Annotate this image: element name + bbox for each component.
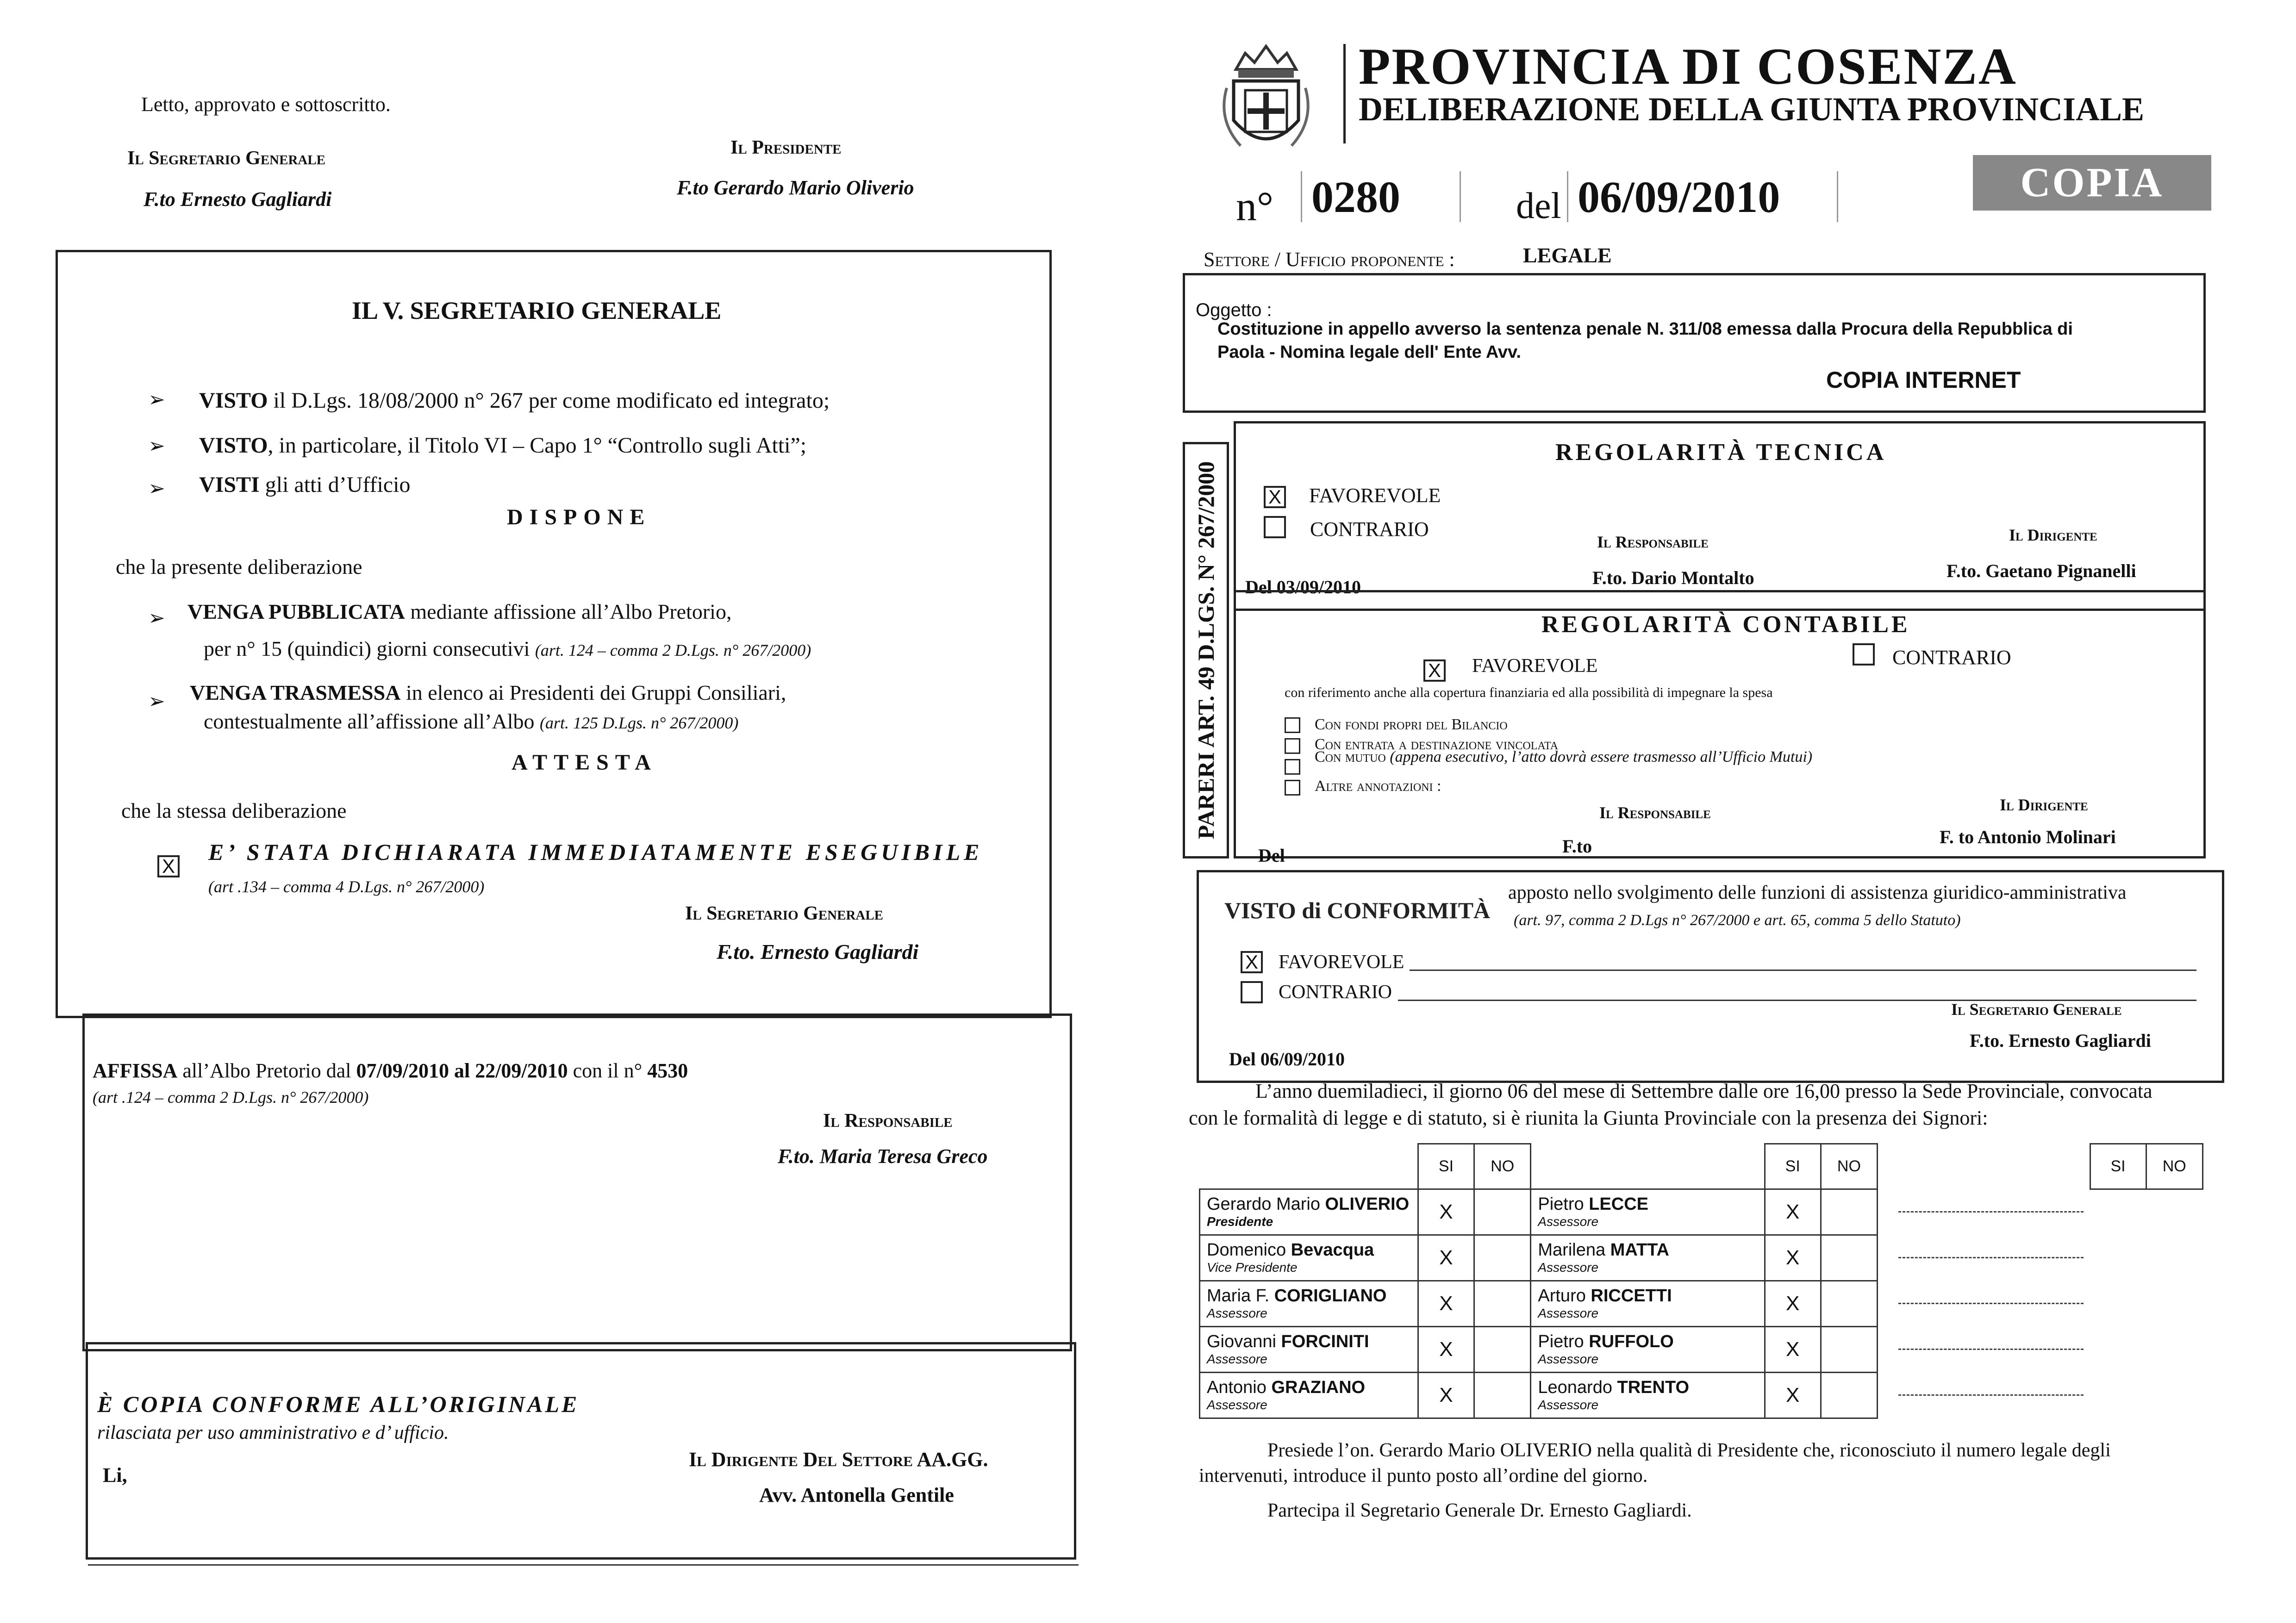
conformita-fav-line — [1410, 970, 2196, 971]
conformita-fav-label: FAVOREVOLE — [1279, 951, 1404, 973]
conformita-contr-label: CONTRARIO — [1279, 982, 1392, 1003]
trasmessa-line2: contestualmente all’affissione all’Albo (art. 125 D.Lgs. n° 267/2000) — [204, 709, 739, 733]
contabile-contr-checkbox — [1853, 643, 1875, 665]
letto-text: Letto, approvato e sottoscritto. — [141, 93, 391, 116]
arrow-icon: ➢ — [148, 477, 165, 500]
opt-altre-checkbox — [1285, 780, 1300, 796]
attesta-heading: ATTESTA — [512, 750, 657, 775]
table-row: Giovanni FORCINITI Assessore X Pietro RUFFOLO Assessore X — [1200, 1326, 2203, 1372]
conformita-contr-checkbox — [1241, 981, 1263, 1003]
tecnica-dir-title: Il Dirigente — [2009, 526, 2097, 544]
bottom-rule — [88, 1564, 1079, 1566]
si-header: SI — [2090, 1144, 2146, 1189]
tecnica-resp-sign: F.to. Dario Montalto — [1592, 567, 1754, 588]
affissa-resp-title: Il Responsabile — [823, 1110, 953, 1132]
data-value: 06/09/2010 — [1567, 171, 1838, 222]
visto3: VISTI gli atti d’Ufficio — [199, 473, 411, 497]
anno-text: L’anno duemiladieci, il giorno 06 del mese di Settembre dalle ore 16,00 presso la Sede Provinciale, convocata — [1255, 1080, 2152, 1102]
tecnica-contr-checkbox — [1264, 516, 1286, 538]
vice-segretario-box — [56, 250, 1052, 1018]
anno-text-2: con le formalità di legge e di statuto, si è riunita la Giunta Provinciale con la presenza dei Signori: — [1189, 1107, 1988, 1129]
pareri-label: PARERI ART. 49 D.LGS. N° 267/2000 — [1193, 461, 1219, 839]
vsg-sg-title: Il Segretario Generale — [685, 903, 884, 924]
oggetto-line2: Paola - Nomina legale dell' Ente Avv. — [1217, 342, 1521, 362]
eseguibile-text: E’ STATA DICHIARATA IMMEDIATAMENTE ESEGUIBILE — [208, 839, 983, 865]
pubblicata-line2: per n° 15 (quindici) giorni consecutivi (art. 124 – comma 2 D.Lgs. n° 267/2000) — [204, 637, 811, 660]
copia-dir-title: Il Dirigente Del Settore AA.GG. — [689, 1448, 988, 1471]
contabile-resp-title: Il Responsabile — [1599, 803, 1711, 822]
conformita-fav-checkbox: X — [1241, 951, 1263, 973]
arrow-icon: ➢ — [148, 690, 165, 713]
segretario-title: Il Segretario Generale — [127, 148, 326, 169]
eseguibile-ref: (art .134 – comma 4 D.Lgs. n° 267/2000) — [208, 877, 485, 896]
che-presente: che la presente deliberazione — [116, 555, 362, 578]
contabile-resp-sign: F.to — [1562, 836, 1592, 857]
partecipa-text: Partecipa il Segretario Generale Dr. Ernesto Gagliardi. — [1267, 1500, 1692, 1521]
visto2: VISTO, in particolare, il Titolo VI – Capo 1° “Controllo sugli Atti”; — [199, 433, 807, 458]
contabile-dir-sign: F. to Antonio Molinari — [1940, 827, 2116, 847]
tecnica-fav-checkbox: X — [1264, 486, 1286, 508]
si-header: SI — [1765, 1144, 1821, 1189]
pubblicata-line1: VENGA PUBBLICATA mediante affissione all’Albo Pretorio, — [187, 600, 732, 623]
presidente-sign: F.to Gerardo Mario Oliverio — [677, 176, 914, 199]
tecnica-resp-title: Il Responsabile — [1597, 533, 1709, 551]
che-stessa: che la stessa deliberazione — [121, 799, 347, 822]
conformita-text: apposto nello svolgimento delle funzioni di assistenza giuridico-amministrativa — [1508, 882, 2127, 903]
copia-li: Li, — [103, 1464, 127, 1486]
header-title: PROVINCIA DI COSENZA — [1359, 38, 2017, 95]
presiede-text-2: intervenuti, introduce il punto posto all’ordine del giorno. — [1199, 1465, 1648, 1486]
conformita-ref: (art. 97, comma 2 D.Lgs n° 267/2000 e art. 65, comma 5 dello Statuto) — [1514, 912, 1961, 929]
table-row: Gerardo Mario OLIVERIO Presidente X Pietro LECCE Assessore X — [1200, 1189, 2203, 1235]
opt-mutuo: Con mutuo (appena esecutivo, l’atto dovrà essere trasmesso all’Ufficio Mutui) — [1315, 748, 1813, 765]
header-subtitle: DELIBERAZIONE DELLA GIUNTA PROVINCIALE — [1359, 91, 2145, 128]
copia-internet: COPIA INTERNET — [1826, 367, 2021, 393]
copia-title: È COPIA CONFORME ALL’ORIGINALE — [97, 1391, 580, 1417]
no-header: NO — [1474, 1144, 1530, 1189]
numero-value: 0280 — [1301, 171, 1461, 222]
opt-fondi: Con fondi propri del Bilancio — [1315, 716, 1508, 733]
affissa-ref: (art .124 – comma 2 D.Lgs. n° 267/2000) — [93, 1088, 369, 1107]
coat-of-arms-icon — [1217, 37, 1315, 162]
opt-fondi-checkbox — [1285, 717, 1300, 733]
oggetto-label: Oggetto : — [1196, 300, 1272, 320]
tecnica-contr-label: CONTRARIO — [1310, 518, 1429, 541]
contabile-contr-label: CONTRARIO — [1892, 646, 2011, 669]
copia-badge: COPIA — [1973, 155, 2211, 211]
tecnica-fav-label: FAVOREVOLE — [1309, 484, 1441, 507]
conformita-sg-title: Il Segretario Generale — [1951, 1000, 2122, 1019]
opt-entrata-checkbox — [1285, 738, 1300, 754]
conformita-title: VISTO di CONFORMITÀ — [1224, 897, 1491, 923]
numero-label: n° — [1236, 184, 1273, 230]
contabile-fav-label: FAVOREVOLE — [1472, 655, 1598, 677]
vsg-heading: IL V. SEGRETARIO GENERALE — [352, 297, 722, 324]
contabile-riferimento: con riferimento anche alla copertura finanziaria ed alla possibilità di impegnare la spesa — [1285, 685, 1773, 700]
table-row: Maria F. CORIGLIANO Assessore X Arturo RICCETTI Assessore X — [1200, 1281, 2203, 1326]
oggetto-line1: Costituzione in appello avverso la sentenza penale N. 311/08 emessa dalla Procura della Repubblica di — [1217, 319, 2073, 339]
conformita-sg-sign: F.to. Ernesto Gagliardi — [1970, 1030, 2151, 1051]
contabile-dir-title: Il Dirigente — [2000, 796, 2088, 814]
affissa-resp-sign: F.to. Maria Teresa Greco — [778, 1145, 988, 1168]
si-header: SI — [1418, 1144, 1474, 1189]
dispone-heading: DISPONE — [507, 505, 651, 529]
tecnica-title: REGOLARITÀ TECNICA — [1555, 439, 1887, 466]
trasmessa-line1: VENGA TRASMESSA in elenco ai Presidenti dei Gruppi Consiliari, — [190, 681, 786, 704]
contabile-fav-checkbox: X — [1423, 659, 1446, 682]
copia-sub: rilasciata per uso amministrativo e d’ ufficio. — [97, 1422, 449, 1443]
presidente-title: Il Presidente — [730, 137, 842, 158]
no-header: NO — [1821, 1144, 1877, 1189]
opt-mutuo-checkbox — [1285, 759, 1300, 775]
no-header: NO — [2146, 1144, 2202, 1189]
attendance-table — [1199, 1143, 2203, 1419]
visto1: VISTO il D.Lgs. 18/08/2000 n° 267 per come modificato ed integrato; — [199, 388, 830, 413]
tecnica-dir-sign: F.to. Gaetano Pignanelli — [1947, 560, 2136, 581]
copia-dir-sign: Avv. Antonella Gentile — [759, 1484, 954, 1506]
arrow-icon: ➢ — [148, 435, 165, 457]
header-divider — [1343, 44, 1346, 143]
segretario-sign: F.to Ernesto Gagliardi — [144, 188, 332, 211]
table-row: Antonio GRAZIANO Assessore X Leonardo TRENTO Assessore X — [1200, 1372, 2203, 1418]
eseguibile-checkbox: X — [157, 855, 180, 877]
vsg-sg-sign: F.to. Ernesto Gagliardi — [717, 940, 919, 964]
settore-label: Settore / Ufficio proponente : — [1204, 248, 1455, 271]
opt-altre: Altre annotazioni : — [1315, 777, 1441, 795]
arrow-icon: ➢ — [148, 607, 165, 629]
conformita-del: Del 06/09/2010 — [1229, 1049, 1345, 1070]
contabile-title: REGOLARITÀ CONTABILE — [1541, 611, 1910, 638]
del-label: del — [1516, 186, 1561, 226]
opt-entrata: Con entrata a destinazione vincolata — [1315, 736, 1559, 753]
presiede-text: Presiede l’on. Gerardo Mario OLIVERIO nella qualità di Presidente che, riconosciuto il numero legale degli — [1267, 1440, 2111, 1461]
tecnica-del: Del 03/09/2010 — [1245, 577, 1361, 597]
affissa-text: AFFISSA all’Albo Pretorio dal 07/09/2010 al 22/09/2010 con il n° 4530 — [93, 1059, 688, 1082]
settore-value: LEGALE — [1523, 243, 1612, 267]
arrow-icon: ➢ — [148, 388, 165, 411]
contabile-del: Del — [1258, 845, 1285, 866]
table-row: Domenico Bevacqua Vice Presidente X Marilena MATTA Assessore X — [1200, 1235, 2203, 1281]
